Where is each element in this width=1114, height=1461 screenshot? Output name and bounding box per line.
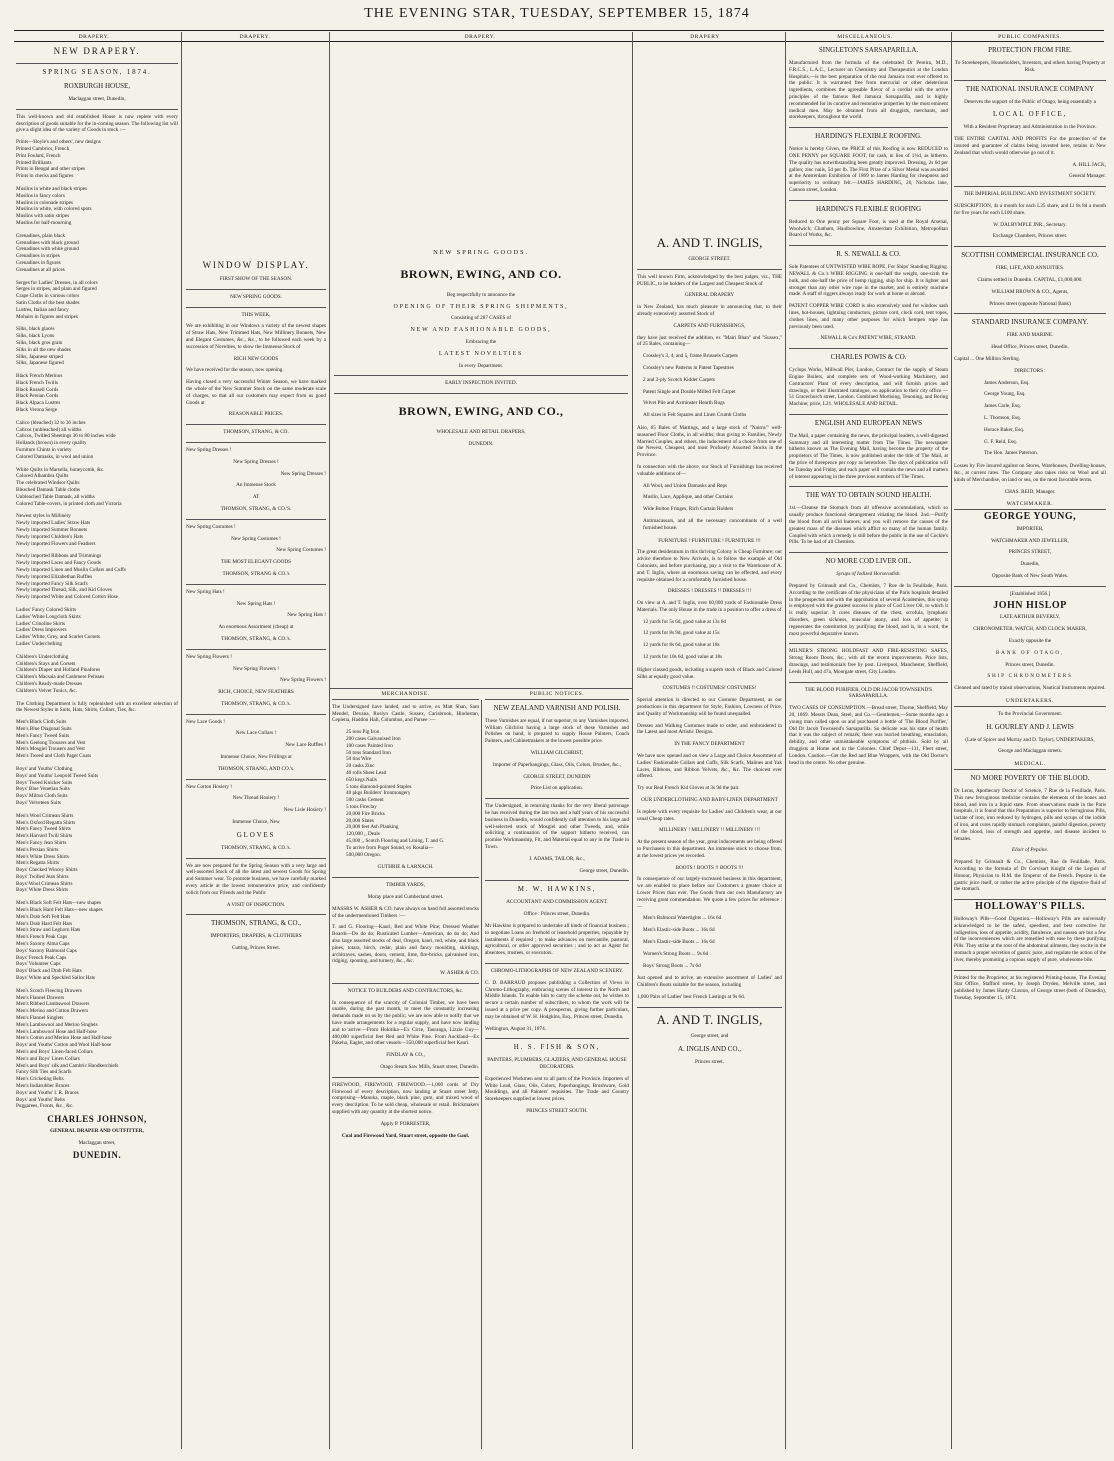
- goods-list: Serges for Ladies' Dresses, in all colors Serges in stripes, and plain and figured Crape Cloths in various colors Satin Cloths of the best shades Lustres, Italian and fancy Mohairs in figures and stripes: [16, 279, 98, 320]
- goods-list: Black French Merinos Black French Twills Black Russell Cords Black Persian Cords Black Alpaca Lustres Black Verona Serge: [16, 373, 63, 414]
- goods-list: Men's Scotch Fleecing Drawers Men's Flannel Drawers Men's Ribbed Lambswool Drawers Men's Merino and Cotton Drawers Men's Flannel Singlets Men's Lambswool and Merino Singlets Men's Lambswool Hose and Half-hose Men's Cotton and Merino Hose and Half-hose Boys' and Youths' Cotton and Wool Half-hose Men's and Boys' Linen-faced Collars Men's and Boys' Linen Collars Men's and Boys' silk and Cambric Handkerchiefs Fancy Silk Ties and Scarfs Men's Cricketing Belts Men's Indiarubber Braces Boys' and Youths' I. R. Braces Boys' and Youths' Belts Puggarees, Fronts, &c., &c.: [16, 987, 119, 1110]
- ad-firm-name: A. AND T. INGLIS,: [656, 235, 763, 250]
- column-header: DRAPERY.: [239, 34, 271, 40]
- column-header: MISCELLANEOUS.: [837, 34, 893, 40]
- goods-list: Grenadines, plain black Grenadines with black ground Grenadines with white ground Grenadines in stripes Grenadines in figures Grenadines at all prices: [16, 232, 79, 273]
- column-divider: [632, 32, 633, 1449]
- ad-title: WINDOW DISPLAY.: [202, 260, 310, 270]
- ad-subtitle: SPRING SEASON, 1874.: [42, 68, 152, 76]
- goods-list: Silks, black glacés Silks, black Lyons Silks, black gros grain Silks in all the new shades Silks, Japanese striped Silks, Japanese figured: [16, 326, 71, 367]
- column-header: DRAPERY.: [464, 34, 496, 40]
- masthead: THE EVENING STAR, TUESDAY, SEPTEMBER 15, 1874: [364, 6, 750, 21]
- imprint: Printed for the Proprietor, at his registered Printing-house, The Evening Star Office, Stafford street, by Joseph Dryden, Melville street, and published by James Hardy Claxton, of George street (both of Dunedin), Tuesday, September 15, 1874.: [954, 974, 1106, 1001]
- goods-list: Ladies' Fancy Colored Skirts Ladies' White Longcloth Skirts Ladies' Crinoline Skirts Ladies' Dress Improvers Ladies' White, Grey, and Scarlet Corsets Ladies' Underclothing: [16, 607, 100, 647]
- clothing-note: The Clothing Department is fully replenished with an excellent selection of the Newest Styles in Suits, Hats, Shirts, Collars, Ties, &c.: [16, 700, 178, 714]
- column-miscellaneous: SINGLETON'S SARSAPARILLA. Manufactured from the formula of the celebrated Dr Pereira, M.D., F.R.C.S., L.A.C., Lecturer on Chemistry and Therapeutics at the London Hospitals,—is the best preparation of the real Jamaica root ever offered to the public. It is warranted free from mercurial or other deleterious ingredients, combines the agreeable flavor of a cordial with the active principles of the famous Red Jamaica Sarsaparilla, and is highly recommended for its curative and restorative properties by the most eminent medical men. May be obtained from all druggists, merchants, and storekeepers, throughout the world. HARDING'S FLEXIBLE ROOFING. Notice is hereby Given, the PRICE of this Roofing is now REDUCED to ONE PENNY per SQUARE FOOT, for cash, in lieu of 1½d, as hitherto. The quality has notwithstanding been greatly improved. Dressing, 2s 6d per gallon; zinc nails, 5d per lb. The First Prize of a Silver Medal was awarded at the Amsterdam Exhibition of 1869 to James Harding for cheapness and superiority to ordinary felt.—JAMES HARDING, 26, Nicholas lane, Cannon street, London. HARDING'S FLEXIBLE ROOFING Reduced to One penny per Square Foot, is used at the Royal Arsenal, Woolwich; Chatham, Haulbowline, Amsterdam Exhibition, Metropolitan Board of Works, &c. R. S. NEWALL & CO. Sole Patentees of UNTWISTED WIRE ROPE, For Ships' Standing Rigging. NEWALL & Co.'s WIRE RIGGING is one-half the weight, one-sixth the bulk, and one-half the price of hemp rigging, ship for ship. It is lighter and stronger than any other wire rope in the market, and is entirely machine made. A staff of riggers always ready for work at home or abroad. PATENT COPPER WIRE CORD is also extensively used for window sash lines, hot-houses, lightning conductors, picture cord, clock cord, tent ropes, clothes lines, and many other purposes for which hempen rope has previously been used. NEWALL & Co's PATENT WIRE, STRAND. CHARLES POWIS & CO. Cyclops Works, Millwall Pier, London, Contract for the supply of Steam Engine Boilers, and complete sets of Wood-working Machinery, and Contractors' Plant of every description, and will furnish prices and drawings, or their illustrated catalogue, on application to their city office — 51 Gracechurch street, London. Combined Mortising, Tenoning, and Boring Machine; price, L21. WHOLESALE AND RETAIL. ENGLISH AND EUROPEAN NEWS The Mail, a paper containing the news, the principal leaders, a well-digested Summary and all interesting matter from The Times. The newspaper hitherto known as The Evening Mail, having become the property of the proprietors of The Times, is now published under the title of The Mail, at the price of threepence per copy as heretofore. The days of publication will be Tuesday and Friday, and each paper will contain the news and all matters of interest appearing in the three previous numbers of The Times. THE WAY TO OBTAIN SOUND HEALTH. 1st.—Cleanse the Stomach from all offensive accumulations, which so usually produce functional derangement vitiating the blood. 2nd.—Purify the blood from all acrid humors, and you will remove the causes of the greatest mass of the diseases which afflict so many of the human family. Coupled with which a remedy is still before the public in the use of Cockle's Pills. To be had of all Chemists. NO MORE COD LIVER OIL. Syrups of Iodized Horseradish. Prepared by Grimault and Co., Chemists, 7 Rue de la Feuillade, Paris. According to the certificate of the physicians of the Paris hospitals detailed in the prospectus and with the approbation of several Academies, this syrup is employed with the greatest success in place of Cod Liver Oil, to which it is really superior. It cures diseases of the chest, scrofula, lymphatic disorders, green sickness, muscular atony, and loss of appetite; it regenerates the constitution by purifying the blood, and is, in a word, the most powerful depurative known. MILNER'S STRONG HOLDFAST AND FIRE-RESISTING SAFES, Strong Room Doors, &c., with all the recent improvements. Price lists, drawings, and testimonials free by post. Liverpool, Manchester, Sheffield, Leeds Hull, and 47a, Moorgate street, City London. THE BLOOD PURIFIER, OLD DR JACOB TOWNSEND'S SARSAPARILLA. TWO CASES OF CONSUMPTION.—Bread street, Thorne, Sheffield, May 20, 1869. Messrs Dean, Steel, and Co.—Gentlemen,—Some months ago a young man called upon us and purchased a bottle of 'The Blood Purifier,' Old Dr Jacob Townsend's Sarsaparilla. So delicate was his state of health that it was the subject of remark; there was hurried breathing, emaciation, debility, and other unmistakeable symptoms of phthisis. Sold by all druggists at Home and in the Colonies. Chief Depot—131, Fleet street, London. Caution.—Get the Red and Blue Wrappers, with the Old Doctor's head in the centre. No other genuine.: [789, 46, 948, 766]
- ad-intro: This well-known and old established House is now replete with every description of goods suitable for the in-coming season. The following list will give a slight idea of the variety of Goods in stock :—: [16, 113, 178, 134]
- column-public-companies: PROTECTION FROM FIRE. To Storekeepers, Householders, Investors, and others having Property at Risk. THE NATIONAL INSURANCE COMPANY Deserves the support of the Public of Otago, being essentially a LOCAL OFFICE, With a Resident Proprietary and Administration in the Province. THE ENTIRE CAPITAL AND PROFITS For the protection of the insured and guarantee of claims being invested here, retains in New Zealand that which would otherwise go out of it. A. HILL JACK, General Manager. THE IMPERIAL BUILDING AND INVESTMENT SOCIETY. SUBSCRIPTION, 4s a month for each L25 share, and Ll 8s 8d a month for five years for each L100 share. W. DALRYMPLE JNR., Secretary. Exchange Chambers, Princes street. SCOTTISH COMMERCIAL INSURANCE CO. FIRE, LIFE, AND ANNUITIES. Claims settled in Dunedin. CAPITAL, £1,000,000. WILLIAM BROWN & CO., Agents, Princes street (opposite National Bank) STANDARD INSURANCE COMPANY. FIRE AND MARINE. Head Office, Princes street, Dunedin. Capital ... One Million Sterling. DIRECTORS : James Anderson, Esq. George Young, Esq. James Carle, Esq. L. Thomson, Esq. Horace Baker, Esq. G. F. Reid, Esq. The Hon. James Paterson. Losses by Fire insured against on Stores, Warehouses, Dwelling-houses, &c., at current rates. The Company also takes risks on Wool and all kinds of Merchandise, on land or sea, on the most favorable terms. CHAS. REID, Manager. WATCHMAKER. GEORGE YOUNG, IMPORTER, WATCHMAKER AND JEWELLER, PRINCES STREET, Dunedin, Opposite Bank of New South Wales. [Established 1856.] JOHN HISLOP LATE ARTHUR BEVERLY, CHRONOMETER, WATCH, AND CLOCK MAKER, Exactly opposite the BANK OF OTAGO, Princes street, Dunedin. SHIP CHRONOMETERS Cleaned and rated by transit observations, Nautical Instruments repaired. UNDERTAKERS. To the Provincial Government. H. GOURLEY AND J. LEWIS (Late of Spicer and Murray and D. Taylor), UNDERTAKERS, George and Maclaggan streets. MEDICAL. NO MORE POVERTY OF THE BLOOD. Dr Leras, Apothecary Doctor of Science, 7 Rue de la Feuillade, Paris. This new ferruginous medicine contains the elements of the bones and blood, and iron in a liquid state. From observations made in the Paris hospitals, it is found that this Preparation is superior to ferruginous Pills, lactate of iron, iron reduced by hydrogen, pills and syrups of the iodide of iron, and cures rapidly stomach complaints, painful digestion, poverty of the blood, loss of strength and appetite, and disease incident to females. Elixir of Pepsine. Prepared by Grimault & Co., Chemists, Rue de Feuillade, Paris. According to the formula of Dr Corvisart Knight of the Legion of Honour, Physician to H.M. the Emperor of the French. Pepsine is the gastric juice itself, or rather the active principle of the digestive fluid of the stomach. HOLLOWAY'S PILLS. Holloway's Pills—Good Digestion.—Holloway's Pills are universally acknowledged to be the safest, speediest, and best corrective for indigestion, loss of appetite, acidity, flatulence, and nausea are but a few of the inconveniences which are remedied with ease by these purifying Pills. They strike at the root of the abdominal ailments, they excite in the stomach a proper secretion of gastric juice, and regulate the action of the liver, thereby promoting a copious supply of pure, wholesome bile. Printed for the Proprietor, at his registered Printing-house, The Evening Star Office, Stafford street, by Joseph Dryden, Melville street, and published by James Hardy Claxton, of George street (both of Dunedin), Tuesday, September 15, 1874.: [954, 46, 1106, 1001]
- goods-list: Muslins in white and black stripes Muslins in fancy colors Muslins in colonade stripes Muslins in white, with colored spots Muslins with satin stripes Muslins for half-mourning: [16, 185, 92, 226]
- ad-brown-ewing: NEW SPRING GOODS. BROWN, EWING, AND CO. Beg respectfully to announce the OPENING OF THEIR SPRING SHIPMENTS, Consisting of 287 CASES of NEW AND FASHIONABLE GOODS, Embracing the LATEST NOVELTIES In every Department. EARLY INSPECTION INVITED. BROWN, EWING, AND CO., WHOLESALE AND RETAIL DRAPERS, DUNEDIN.: [334, 250, 628, 570]
- column-header: DRAPERY.: [78, 34, 110, 40]
- goods-list: 25 tons Pig Iron 200 cases Galvanised Iron 100 cases Painted Iron 50 tons Standard Iron 50 tins Wire 20 casks Zinc 40 rolls Sheet Lead 650 kegs Nails 5 tons diamond-pointed Staples 40 pkgs Builders' Ironmongery 500 casks Cement 5 tons Fireclay 20,000 Fire Bricks 20,000 Slates 20,000 feet Ash Planking 120,000 ,, Deals 45,000 ,, Scotch Flooring and Lining, T. and G. To arrive from Puget Sound, ex Rosalia— 500,000 Oregon.: [346, 729, 445, 858]
- goods-list: Children's Underclothing Children's Stays and Corsets Children's Diaper and Holland Pinafores Children's Macsala and Cashmere Pelisses Children's Ready-made Dresses Children's Velvet Tunics, &c.: [16, 653, 105, 694]
- ad-signature: THOMSON, STRANG, & CO.,: [210, 919, 302, 928]
- column-header: PUBLIC COMPANIES.: [998, 34, 1062, 40]
- column-divider: [181, 32, 182, 1449]
- column-merchandise: MERCHANDISE. The Undersigned have landed, and to arrive, ex Matt Shan, Sam Mendel, Devana, Roslyn Castle, Sussex, Carisbrook, Hindostan, Cepletia, Haddon Hall, Columbus, and Parsee :— 25 tons Pig Iron 200 cases Galvanised Iron 100 cases Painted Iron 50 tons Standard Iron 50 tins Wire 20 casks Zinc 40 rolls Sheet Lead 650 kegs Nails 5 tons diamond-pointed Staples 40 pkgs Builders' Ironmongery 500 casks Cement 5 tons Fireclay 20,000 Fire Bricks 20,000 Slates 20,000 feet Ash Planking 120,000 ,, Deals 45,000 ,, Scotch Flooring and Lining, T. and G. To arrive from Puget Sound, ex Rosalia— 500,000 Oregon. GUTHRIE & LARNACH. TIMBER YARDS, Moray place and Cumberland street. MASSRS W. ASHER & CO. have always on hand full assorted stocks of the undermentioned Timbers :— T. and G. Flooring—Kauri, Red and White Pine; Dressed Weather Boards—Do do do; Rusticated Lumber—American, do do do; And also large assorted stocks of deal, Oregon, kauri, red, white, and black pines, totara, birch, cedar, plain and fancy moulding, skirtings, architraves, sashes, doors, cement, lime, fire-bricks, galvanised iron, ridging, spouting, and turnery, &c., &c. W. ASHER & CO. NOTICE TO BUILDERS AND CONTRACTORS, &c. In consequence of the scarcity of Colonial Timber, we have been unable, during the past month, to meet the constantly increasing demands made on us by the public; we are now able to notify that we have made arrangements for a regular supply, and have now landing and to arrive:—From Hokitika—Ex Circe, Tauranga, Lizzie Guy—400,000 superficial feet Red and White Pine. From Auckland—Ex Pakeha, Eaglet, and other vessels—350,000 superficial feet Kauri. FINDLAY & CO., Otago Steam Saw Mills, Stuart street, Dunedin. FIREWOOD, FIREWOOD, FIREWOOD.—1,000 cords of Dry Firewood of every description, now landing at Stuart street Jetty, comprising—Manuka, maple, black pine, gum, and mixed wood of every description. To be sold cheap, wholesale or retail. Brickmakers supplied with any quantity at the shortest notice. Apply P. FORRESTER, Coal and Firewood Yard, Stuart street, opposite the Gaol.: [332, 691, 479, 1139]
- goods-list: Newest styles in Millinery Newly imported Ladies' Straw Hats Newly imported Summer Bonnets Newly imported Children's Hats Newly imported Flowers and Feathers: [16, 513, 96, 547]
- column-divider: [951, 32, 952, 1449]
- goods-list: Men's Wool Crimean Shirts Men's Oxford Regatta Shirts Men's Fancy Tweed Shirts Men's Harvard Twill Shirts Men's Fancy Jean Shirts Men's Persian Shirts Men's White Dress Shirts Men's Regatta Shirts Boys' Checked Wincey Shirts Boys' Twilled Jean Shirts Boys' Wool Crimean Shirts Boys' White Dress Shirts: [16, 812, 78, 894]
- column-divider: [481, 700, 482, 1449]
- goods-list: Men's Black Cloth Suits Men's Blue Diagonal Suits Men's Fancy Tweed Suits Men's Geelong Trousers and Vest Men's Mosgiel Trousers and Vest Men's Tweed and Cloth Paget Coats: [16, 719, 91, 760]
- column-divider: [329, 32, 330, 1449]
- column-inglis: A. AND T. INGLIS, GEORGE STREET. This well known Firm, acknowledged by the best judges, viz., THE PUBLIC, to be holders of the Largest and Cheapest Stock of GENERAL DRAPERY in New Zealand, has much pleasure in announcing that, to their already extensively assorted Stock of CARPETS AND FURNISHINGS, they have just received the addition, ex "Mairi Bhan" and "Sussex," of 25 Bales, containing— Crossley's 3, 4, and 5, frame Brussels Carpets Crossley's new Patterns in Patent Tapestries 2 and 3-ply Scotch Kidder Carpets Patent Single and Double Milled Felt Carpet Velvet Pile and Axminster Hearth Rugs All sizes in Felt Squares and Linen Crumb Cloths Also, 65 Bales of Mattings, and a large stock of "Nairns'" well-seasoned Floor Cloths, in all widths; thus giving to Families, Newly Married Couples, and others, the inducement of a choice from one of the Newest, Cheapest, and most Profusely Assorted Stocks in the Province. In connection with the above, our Stock of Furnishings has received valuable additions of— All Wool, and Union Damasks and Reps Muslin, Lace, Applique, and other Curtains Wide Bolton Fringes, Rich Curtain Holders Antimacassars, and all the necessary concomitants of a well furnished house. FURNITURE ! FURNITURE ! FURNITURE !!! The great desideratum in this thriving Colony is Cheap Furniture; our advice therefore to New Arrivals, is to follow the example of Old Colonists, and before purchasing, pay a visit to the Warehouse of A. and T. Inglis, where an enormous saving can be effected, and every requisite obtained for a comfortably furnished house. DRESSES ! DRESSES !! DRESSES !!! On view at A. and T. Inglis, over 60,000 yards of Fashionable Dress Materials. The only House in the trade in a position to offer a dress of 12 yards for 5s 6d, good value at 13s 6d 12 yards for 8s 9d, good value at 15s 12 yards for 8s 6d, good value at 18s 12 yards for 10s 6d, good value at 18s Higher classed goods, including a superb stock of Black and Colored Silks at equally good value. COSTUMES !! COSTUMES! COSTUMES! Special attention is directed to our Costume Department, as our productions in this department for Style, Fashion, Lowness of Price, and Quality of Workmanship will be found unequalled. Dresses and Walking Costumes made to order, and embroidered in the Latest and most Artistic Designs. IN THE FANCY DEPARTMENT We have now opened and on view a Large and Choice Assortment of Ladies' Fashionable Collars and Cuffs, Silk Scarfs, Malines and Yak Laces, Ribbons, and Ribbon Velvets, &c., &c. The choicest ever offered. Try our Real French Kid Gloves at 3s 9d the pair. OUR UNDERCLOTHING AND BABY-LINEN DEPARTMENT Is replete with every requisite for Ladies' and Children's wear, at our usual Cheap rates. MILLINERY ! MILLINERY !! MILLINERY !!! At the present season of the year, great inducements are being offered to Purchasers in this department. An immense stock to choose from, at the lowest prices yet recorded. BOOTS ! BOOTS !! BOOTS !!! In consequence of our largely-increased business in this department, we are enabled to place before our Customers a greater choice at Lower Prices than ever. The Goods from our own Manufactory are receiving great commendation. We quote a few prices for reference :— Men's Balmoral Watertights ... 16s 6d Men's Elastic-side Boots ... 16s 6d Men's Elastic-side Boots ... 16s 6d Women's Strong Boots ... 9s 6d Boys' Strong Boots ... 7s 6d Just opened and to arrive, an extensive assortment of Ladies' and Children's Boots suitable for the season, including 1,000 Pairs of Ladies' best French Lastings at 9s 6d. A. AND T. INGLIS, George street, and A. INGLIS AND CO., Princes street.: [637, 235, 782, 1065]
- ad-firm-name: BROWN, EWING, AND CO.: [400, 266, 562, 281]
- header-rule: [14, 41, 1104, 42]
- ad-house: ROXBURGH HOUSE,: [63, 82, 131, 90]
- goods-list: White Quilts in Marsella, honeycomb, &c. Colored Alhambra Quilts The celebrated Windsor Quilts Bleached Damask Table cloths Unbleached Table Damask, all widths Colored Table-covers, in printed cloth and Victoria: [16, 466, 122, 507]
- column-window-display: WINDOW DISPLAY. FIRST SHOW OF THE SEASON. NEW SPRING GOODS. THIS WEEK, We are exhibiting in our Windows a variety of the newest shapes of Straw Hats, New Trimmed Hats, New Millinery Bonnets, New and Elegant Costumes, &c., &c., to be followed each week by a succession of Novelties, to show the Immense Stock of RICH NEW GOODS We have received for the season, now opening. Having closed a very successful Winter Season, we have marked the whole of the New Summer Stock on the same moderate scale of charges, so that all our customers may expect from us good Goods at REASONABLE PRICES. THOMSON, STRANG, & CO. New Spring Dresses ! New Spring Dresses ! New Spring Dresses ! An Immense Stock AT THOMSON, STRANG, & CO.'S. New Spring Costumes ! New Spring Costumes ! New Spring Costumes ! THE MOST ELEGANT GOODS THOMSON, STRANG & CO.'s New Spring Hats ! New Spring Hats ! New Spring Hats ! An enormous Assortment (cheap) at THOMSON, STRANG, & CO.'s. New Spring Flowers ! New Spring Flowers ! New Spring Flowers ! RICH, CHOICE, NEW FEATHERS THOMSON, STRANG, & CO.'s. New Lace Goods ! New Lace Collars ! New Lace Ruffles ! Immense Choice, New Frillings at THOMSON, STRANG, AND CO.'s. New Cotton Hosiery ! New Thread Hosiery ! New Lisle Hosiery ! Immense Choice, New GLOVES THOMSON, STRANG, & CO.'s. We are now prepared for the Spring Season with a very large and well-assorted Stock of all the latest and newest Goods for Spring and Summer wear. To promote business, we have carefully marked every article at the lowest remunerative price, and confidently solicit from our Friends and the Public A VISIT OF INSPECTION. THOMSON, STRANG, & CO., IMPORTERS, DRAPERS, & CLOTHIERS Cutting, Princes Street.: [186, 260, 326, 952]
- ad-title: NEW DRAPERY.: [53, 46, 141, 56]
- goods-list: Boys' and Youths' Clothing Boys' and Youths' Leopold Tweed Suits Boys' Tweed Knicker Suits Boys' Blue Venetian Suits Boys' Milton Cloth Suits Boys' Velveteen Suits: [16, 765, 99, 806]
- column-new-drapery: NEW DRAPERY. SPRING SEASON, 1874. ROXBURGH HOUSE, Maclaggan street, Dunedin, This well-known and old established House is now replete with every description of goods suitable for the in-coming season. The following list will give a slight idea of the variety of Goods in stock :— Prints—Hoyle's and others', new designs Printed Cambrics, French Print Foulard, French Printed Brilliants Prints in Bengal and other stripes Prints in checks and figures Muslins in white and black stripes Muslins in fancy colors Muslins in colonade stripes Muslins in white, with colored spots Muslins with satin stripes Muslins for half-mourning Grenadines, plain black Grenadines with black ground Grenadines with white ground Grenadines in stripes Grenadines in figures Grenadines at all prices Serges for Ladies' Dresses, in all colors Serges in stripes, and plain and figured Crape Cloths in various colors Satin Cloths of the best shades Lustres, Italian and fancy Mohairs in figures and stripes Silks, black glacés Silks, black Lyons Silks, black gros grain Silks in all the new shades Silks, Japanese striped Silks, Japanese figured Black French Merinos Black French Twills Black Russell Cords Black Persian Cords Black Alpaca Lustres Black Verona Serge Calico (bleached) 32 to 36 inches Calicos (unbleached) all widths Calicos, Twilled Sheetings 36 to 80 inches wide Hollands (brown) in every quality Furniture Chintz in variety Colored Damasks, in wool and union White Quilts in Marsella, honeycomb, &c. Colored Alhambra Quilts The celebrated Windsor Quilts Bleached Damask Table cloths Unbleached Table Damask, all widths Colored Table-covers, in printed cloth and Victoria Newest styles in Millinery Newly imported Ladies' Straw Hats Newly imported Summer Bonnets Newly imported Children's Hats Newly imported Flowers and Feathers Newly imported Ribbons and Trimmings Newly imported Laces and Fancy Goods Newly imported Linen and Muslin Collars and Cuffs Newly imported Elizabethan Ruffles Newly imported Fancy Silk Scarfs Newly imported Thread, Silk, and Kid Gloves Newly imported White and Colored Cotton Hose Ladies' Fancy Colored Skirts Ladies' White Longcloth Skirts Ladies' Crinoline Skirts Ladies' Dress Improvers Ladies' White, Grey, and Scarlet Corsets Ladies' Underclothing Children's Underclothing Children's Stays and Corsets Children's Diaper and Holland Pinafores Children's Macsala and Cashmere Pelisses Children's Ready-made Dresses Children's Velvet Tunics, &c. The Clothing Department is fully replenished with an excellent selection of the Newest Styles in Suits, Hats, Shirts, Collars, Ties, &c. Men's Black Cloth Suits Men's Blue Diagonal Suits Men's Fancy Tweed Suits Men's Geelong Trousers and Vest Men's Mosgiel Trousers and Vest Men's Tweed and Cloth Paget Coats Boys' and Youths' Clothing Boys' and Youths' Leopold Tweed Suits Boys' Tweed Knicker Suits Boys' Blue Venetian Suits Boys' Milton Cloth Suits Boys' Velveteen Suits Men's Wool Crimean Shirts Men's Oxford Regatta Shirts Men's Fancy Tweed Shirts Men's Harvard Twill Shirts Men's Fancy Jean Shirts Men's Persian Shirts Men's White Dress Shirts Men's Regatta Shirts Boys' Checked Wincey Shirts Boys' Twilled Jean Shirts Boys' Wool Crimean Shirts Boys' White Dress Shirts Men's Black Soft Felt Hats—new shapes Men's Black Hard Felt Hats—new shapes Men's Drab Soft Felt Hats Men's Drab Hard Felt Hats Men's Straw and Leghorn Hats Men's French Peak Caps Men's Saxony Alma Caps Boys' Saxony Balmoral Caps Boys' French Peak Caps Boys' Volunteer Caps Boys' Black and Drab Felt Hats Boys' White and Speckled Sailor Hats Men's Scotch Fleecing Drawers Men's Flannel Drawers Men's Ribbed Lambswool Drawers Men's Merino and Cotton Drawers Men's Flannel Singlets Men's Lambswool and Merino Singlets Men's Lambswool Hose and Half-hose Men's Cotton and Merino Hose and Half-hose Boys' and Youths' Cotton and Wool Half-hose Men's and Boys' Linen-faced Collars Men's and Boys' Linen Collars Men's and Boys' silk and Cambric Handkerchiefs Fancy Silk Ties and Scarfs Men's Cricketing Belts Men's Indiarubber Braces Boys' and Youths' I. R. Braces Boys' and Youths' Belts Puggarees, Fronts, &c., &c. CHARLES JOHNSON, GENERAL DRAPER AND OUTFITTER, Maclaggan street, DUNEDIN.: [16, 46, 178, 1160]
- column-header: DRAPERY: [690, 34, 720, 40]
- column-public-notices: PUBLIC NOTICES. NEW ZEALAND VARNISH AND POLISH. These Varnishes are equal, if not superior, to any Varnishes imported. William Gilchrist having a large stock of these Varnishes and Polishes on hand, is prepared to supply House Painters, Coach Painters, and Cabinetmakers at the lowest possible price. WILLIAM GILCHRIST, Importer of Paperhangings, Glass, Oils, Colors, Brushes, &c., GEORGE STREET, DUNEDIN Price List on application. The Undersigned, in returning thanks for the very liberal patronage he has received during the last two and a half years of his successful business in Dunedin, would confidently call attention to his large and well-selected stock of Mosgiel and other Tweeds, and, while soliciting a continuation of the support hitherto received, can promise Workmanship, Fit, and Material equal to any in the Trade in Town. J. ADAMS, TAILOR, &c., George street, Dunedin. M. W. HAWKINS, ACCOUNTANT AND COMMISSION AGENT. Office : Princes street, Dunedin. Mr Hawkins is prepared to undertake all kinds of financial business ; to negotiate Loans on freehold or leasehold properties, repayable by instalments if required ; to make advances on mercantile, pastoral, agricultural, or other approved securities ; and to act as Agent for absentees, trustees, or executors. CHROMO-LITHOGRAPHS OF NEW ZEALAND SCENERY. C. D. BARRAUD proposes publishing a Collection of Views in Chromo-Lithography, embracing scenes of interest in the North and Middle Islands. To enable him to carry the scheme out, he wishes to secure a certain number of subscribers, to whom the work will be issued at a price per copy. A prospectus, giving further particulars, may be obtained of W. H. Hodgkins, Esq., Princes street, Dunedin. Wellington, August 31, 1874. H. S. FISH & SON, PAINTERS, PLUMBERS, GLAZIERS, AND GENERAL HOUSE DECORATORS. Experienced Workmen sent to all parts of the Province. Importers of White Lead, Glass, Oils, Colors, Paperhangings, Brushware, Gold Mouldings, and all Painters' requisites. The Trade and Country Storekeepers supplied at lowest prices. PRINCES STREET SOUTH.: [485, 691, 629, 1115]
- goods-list: Newly imported Ribbons and Trimmings Newly imported Laces and Fancy Goods Newly imported Linen and Muslin Collars and Cuffs Newly imported Elizabethan Ruffles Newly imported Fancy Silk Scarfs Newly imported Thread, Silk, and Kid Gloves Newly imported White and Colored Cotton Hose: [16, 553, 126, 601]
- masthead-rule: [14, 30, 1104, 31]
- section-rule: [330, 688, 632, 689]
- goods-list: Calico (bleached) 32 to 36 inches Calicos (unbleached) all widths Calicos, Twilled Sheetings 36 to 80 inches wide Hollands (brown) in every quality Furniture Chintz in variety Colored Damasks, in wool and union: [16, 419, 116, 460]
- column-divider: [785, 32, 786, 1449]
- goods-list: Men's Black Soft Felt Hats—new shapes Men's Black Hard Felt Hats—new shapes Men's Drab Soft Felt Hats Men's Drab Hard Felt Hats Men's Straw and Leghorn Hats Men's French Peak Caps Men's Saxony Alma Caps Boys' Saxony Balmoral Caps Boys' French Peak Caps Boys' Volunteer Caps Boys' Black and Drab Felt Hats Boys' White and Speckled Sailor Hats: [16, 900, 103, 982]
- ad-signature: CHARLES JOHNSON,: [47, 1114, 147, 1125]
- ad-street: Maclaggan street, Dunedin,: [68, 96, 126, 102]
- goods-list: Prints—Hoyle's and others', new designs Printed Cambrics, French Print Foulard, French Printed Brilliants Prints in Bengal and other stripes Prints in checks and figures: [16, 139, 101, 180]
